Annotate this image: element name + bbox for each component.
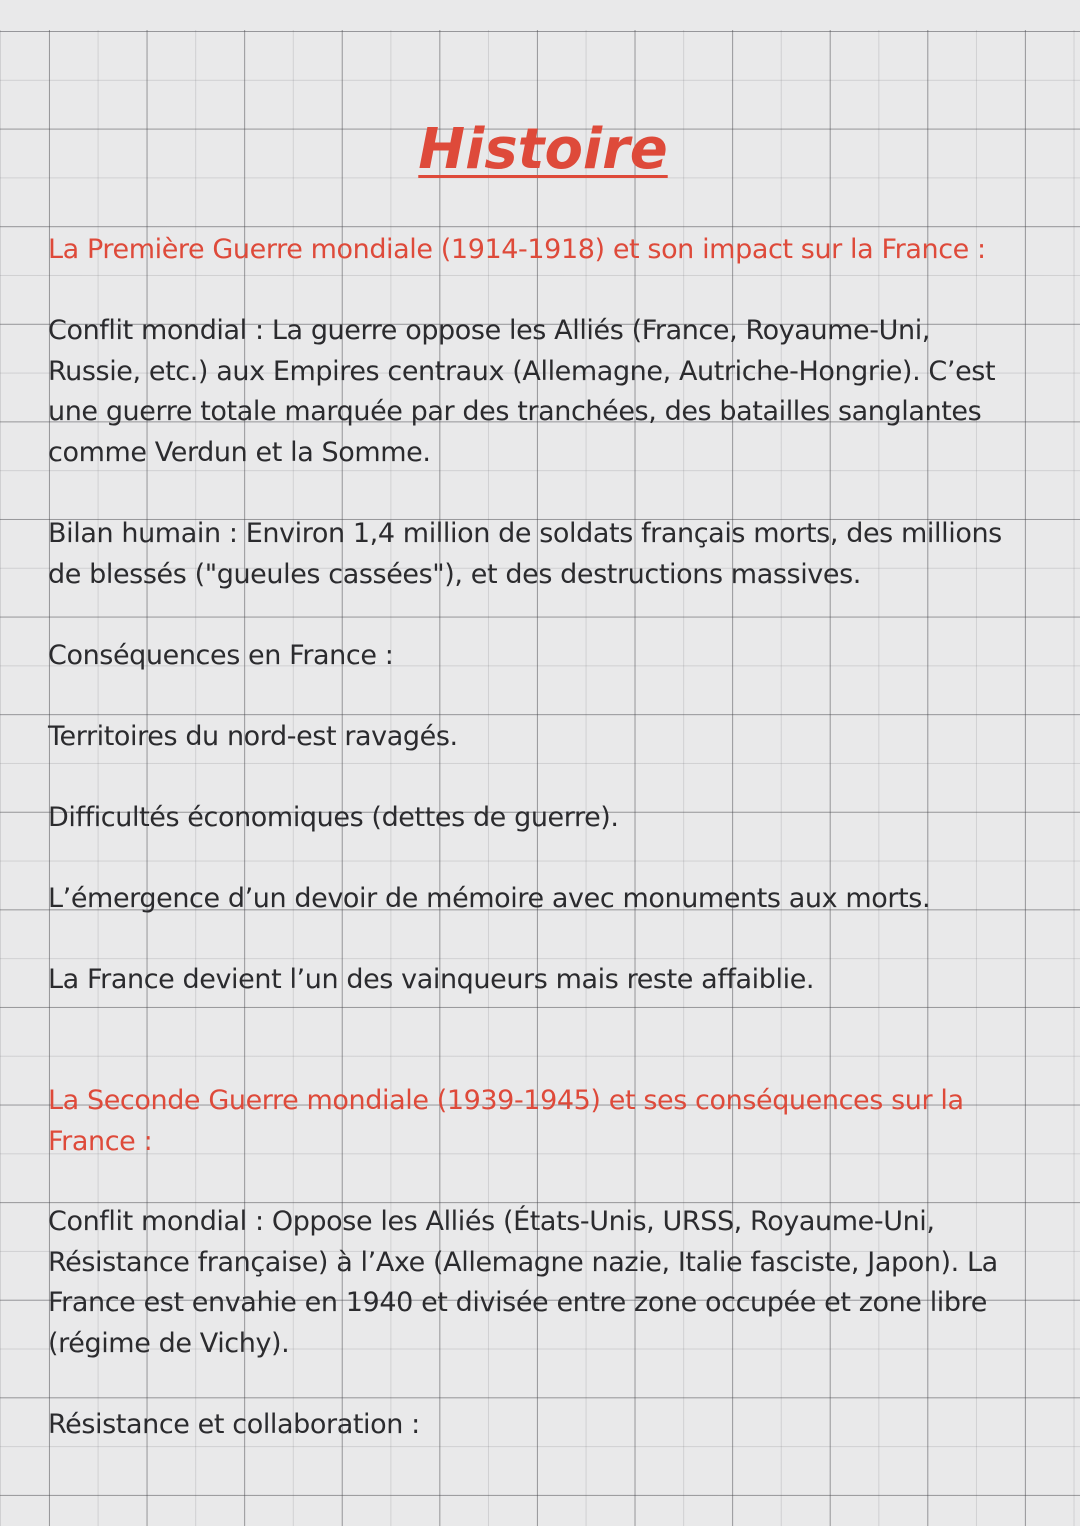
page-title-text: Histoire [418, 117, 668, 182]
consequence-item: L’émergence d’un devoir de mémoire avec monuments aux morts. [48, 883, 931, 914]
section1-consequences-label: Conséquences en France : [48, 640, 394, 671]
consequence-item: Difficultés économiques (dettes de guerre). [48, 802, 619, 833]
section1-bilan-paragraph: Bilan humain : Environ 1,4 million de soldats français morts, des millions de blessés ("gueules cassées"), et des destructions massives. [48, 518, 1002, 590]
section1-heading: La Première Guerre mondiale (1914-1918) et son impact sur la France : [48, 234, 986, 265]
consequence-item: Territoires du nord-est ravagés. [48, 721, 458, 752]
section2-conflit-paragraph: Conflit mondial : Oppose les Alliés (États-Unis, URSS, Royaume-Uni, Résistance française) à l’Axe (Allemagne nazie, Italie fasciste, Japon). La France est envahie en 1940 et divisée entre zone occupée et zone libre (régime de Vichy). [48, 1206, 998, 1359]
section1-conflit-paragraph: Conflit mondial : La guerre oppose les Alliés (France, Royaume-Uni, Russie, etc.) aux Empires centraux (Allemagne, Autriche-Hongrie). C’est une guerre totale marquée par des tranchées, des batailles sanglantes comme Verdun et la Somme. [48, 315, 996, 468]
top-margin [0, 0, 1080, 30]
consequence-item: La France devient l’un des vainqueurs mais reste affaiblie. [48, 964, 815, 995]
section2-resistance-label: Résistance et collaboration : [48, 1409, 420, 1440]
section2-heading: La Seconde Guerre mondiale (1939-1945) et ses conséquences sur la France : [48, 1085, 964, 1157]
page-title [0, 112, 1080, 188]
